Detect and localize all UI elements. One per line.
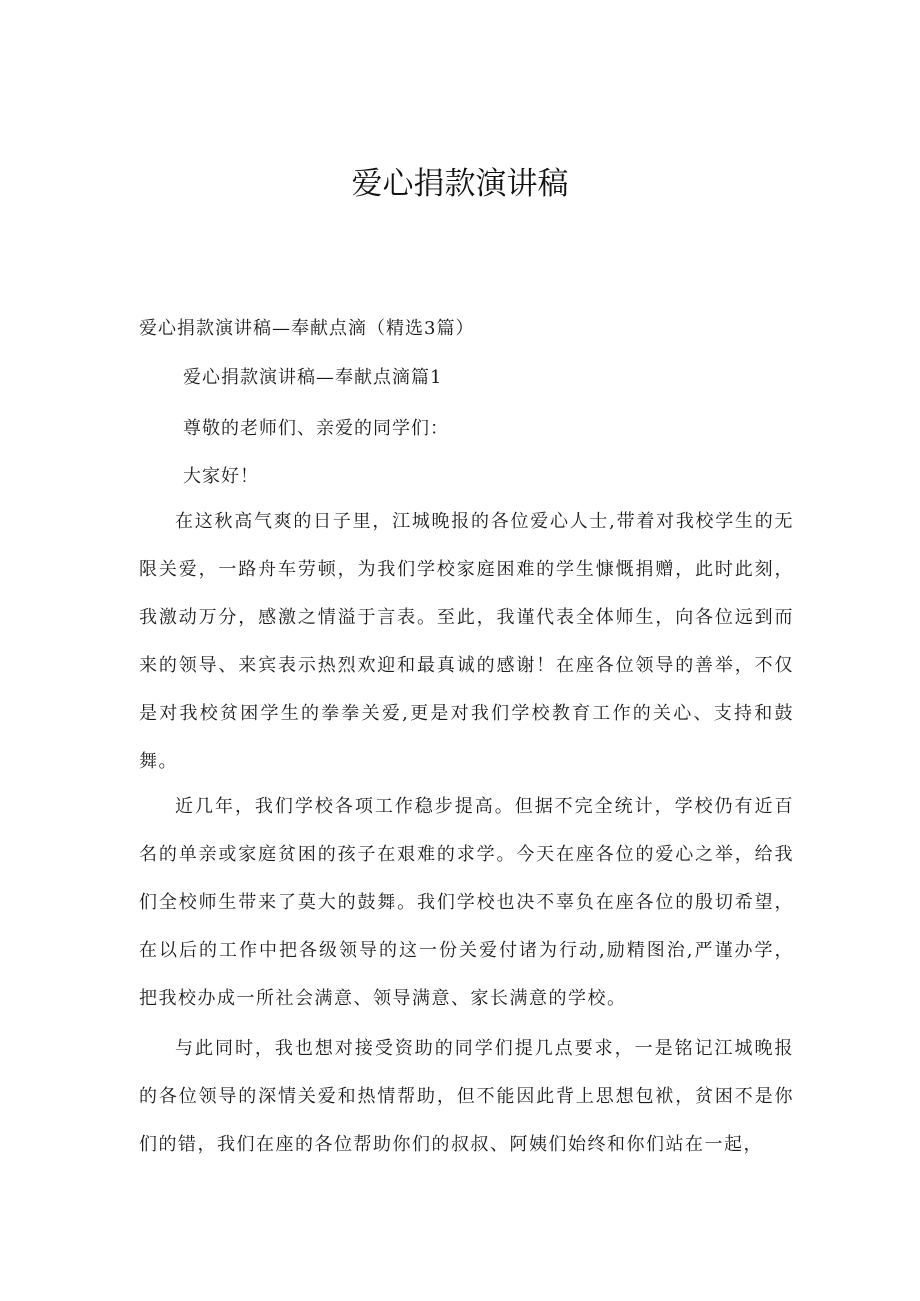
paragraph-2-text: 近几年，我们学校各项工作稳步提高。但据不完全统计，学校仍有近百名的单亲或家庭贫困的孩子在艰难的求学。今天在座各位的爱心之举，给我们全校师生带来了莫大的鼓舞。我们学校也决不辜负在座各位的殷切希望，在以后的工作中把各级领导的这一份关爱付诸为行动,励精图治,严谨办学，把我校办成一所社会满意、领导满意、家长满意的学校。 [139, 796, 794, 1009]
document-title: 爱心捐款演讲稿 [351, 166, 569, 202]
paragraph-3 [139, 1025, 794, 1169]
paragraph-1-text: 在这秋高气爽的日子里，江城晚报的各位爱心人士,带着对我校学生的无限关爱，一路舟车劳顿，为我们学校家庭困难的学生慷慨捐赠，此时此刻，我激动万分，感激之情溢于言表。至此，我谨代表全体师生，向各位远到而来的领导、来宾表示热烈欢迎和最真诚的感谢！在座各位领导的善举，不仅是对我校贫困学生的拳拳关爱,更是对我们学校教育工作的关心、支持和鼓舞。 [139, 511, 794, 772]
paragraph-1 [139, 498, 794, 786]
document-subtitle: 爱心捐款演讲稿—奉献点滴（精选3篇） [139, 318, 475, 339]
paragraph-2 [139, 783, 794, 1023]
paragraph-3-text: 与此同时，我也想对接受资助的同学们提几点要求，一是铭记江城晚报的各位领导的深情关爱和热情帮助，但不能因此背上思想包袱，贫困不是你们的错，我们在座的各位帮助你们的叔叔、阿姨们始终和你们站在一起， [139, 1038, 794, 1155]
greeting: 大家好！ [183, 466, 259, 487]
salutation: 尊敬的老师们、亲爱的同学们： [183, 418, 449, 439]
section-heading: 爱心捐款演讲稿—奉献点滴篇1 [183, 367, 443, 388]
